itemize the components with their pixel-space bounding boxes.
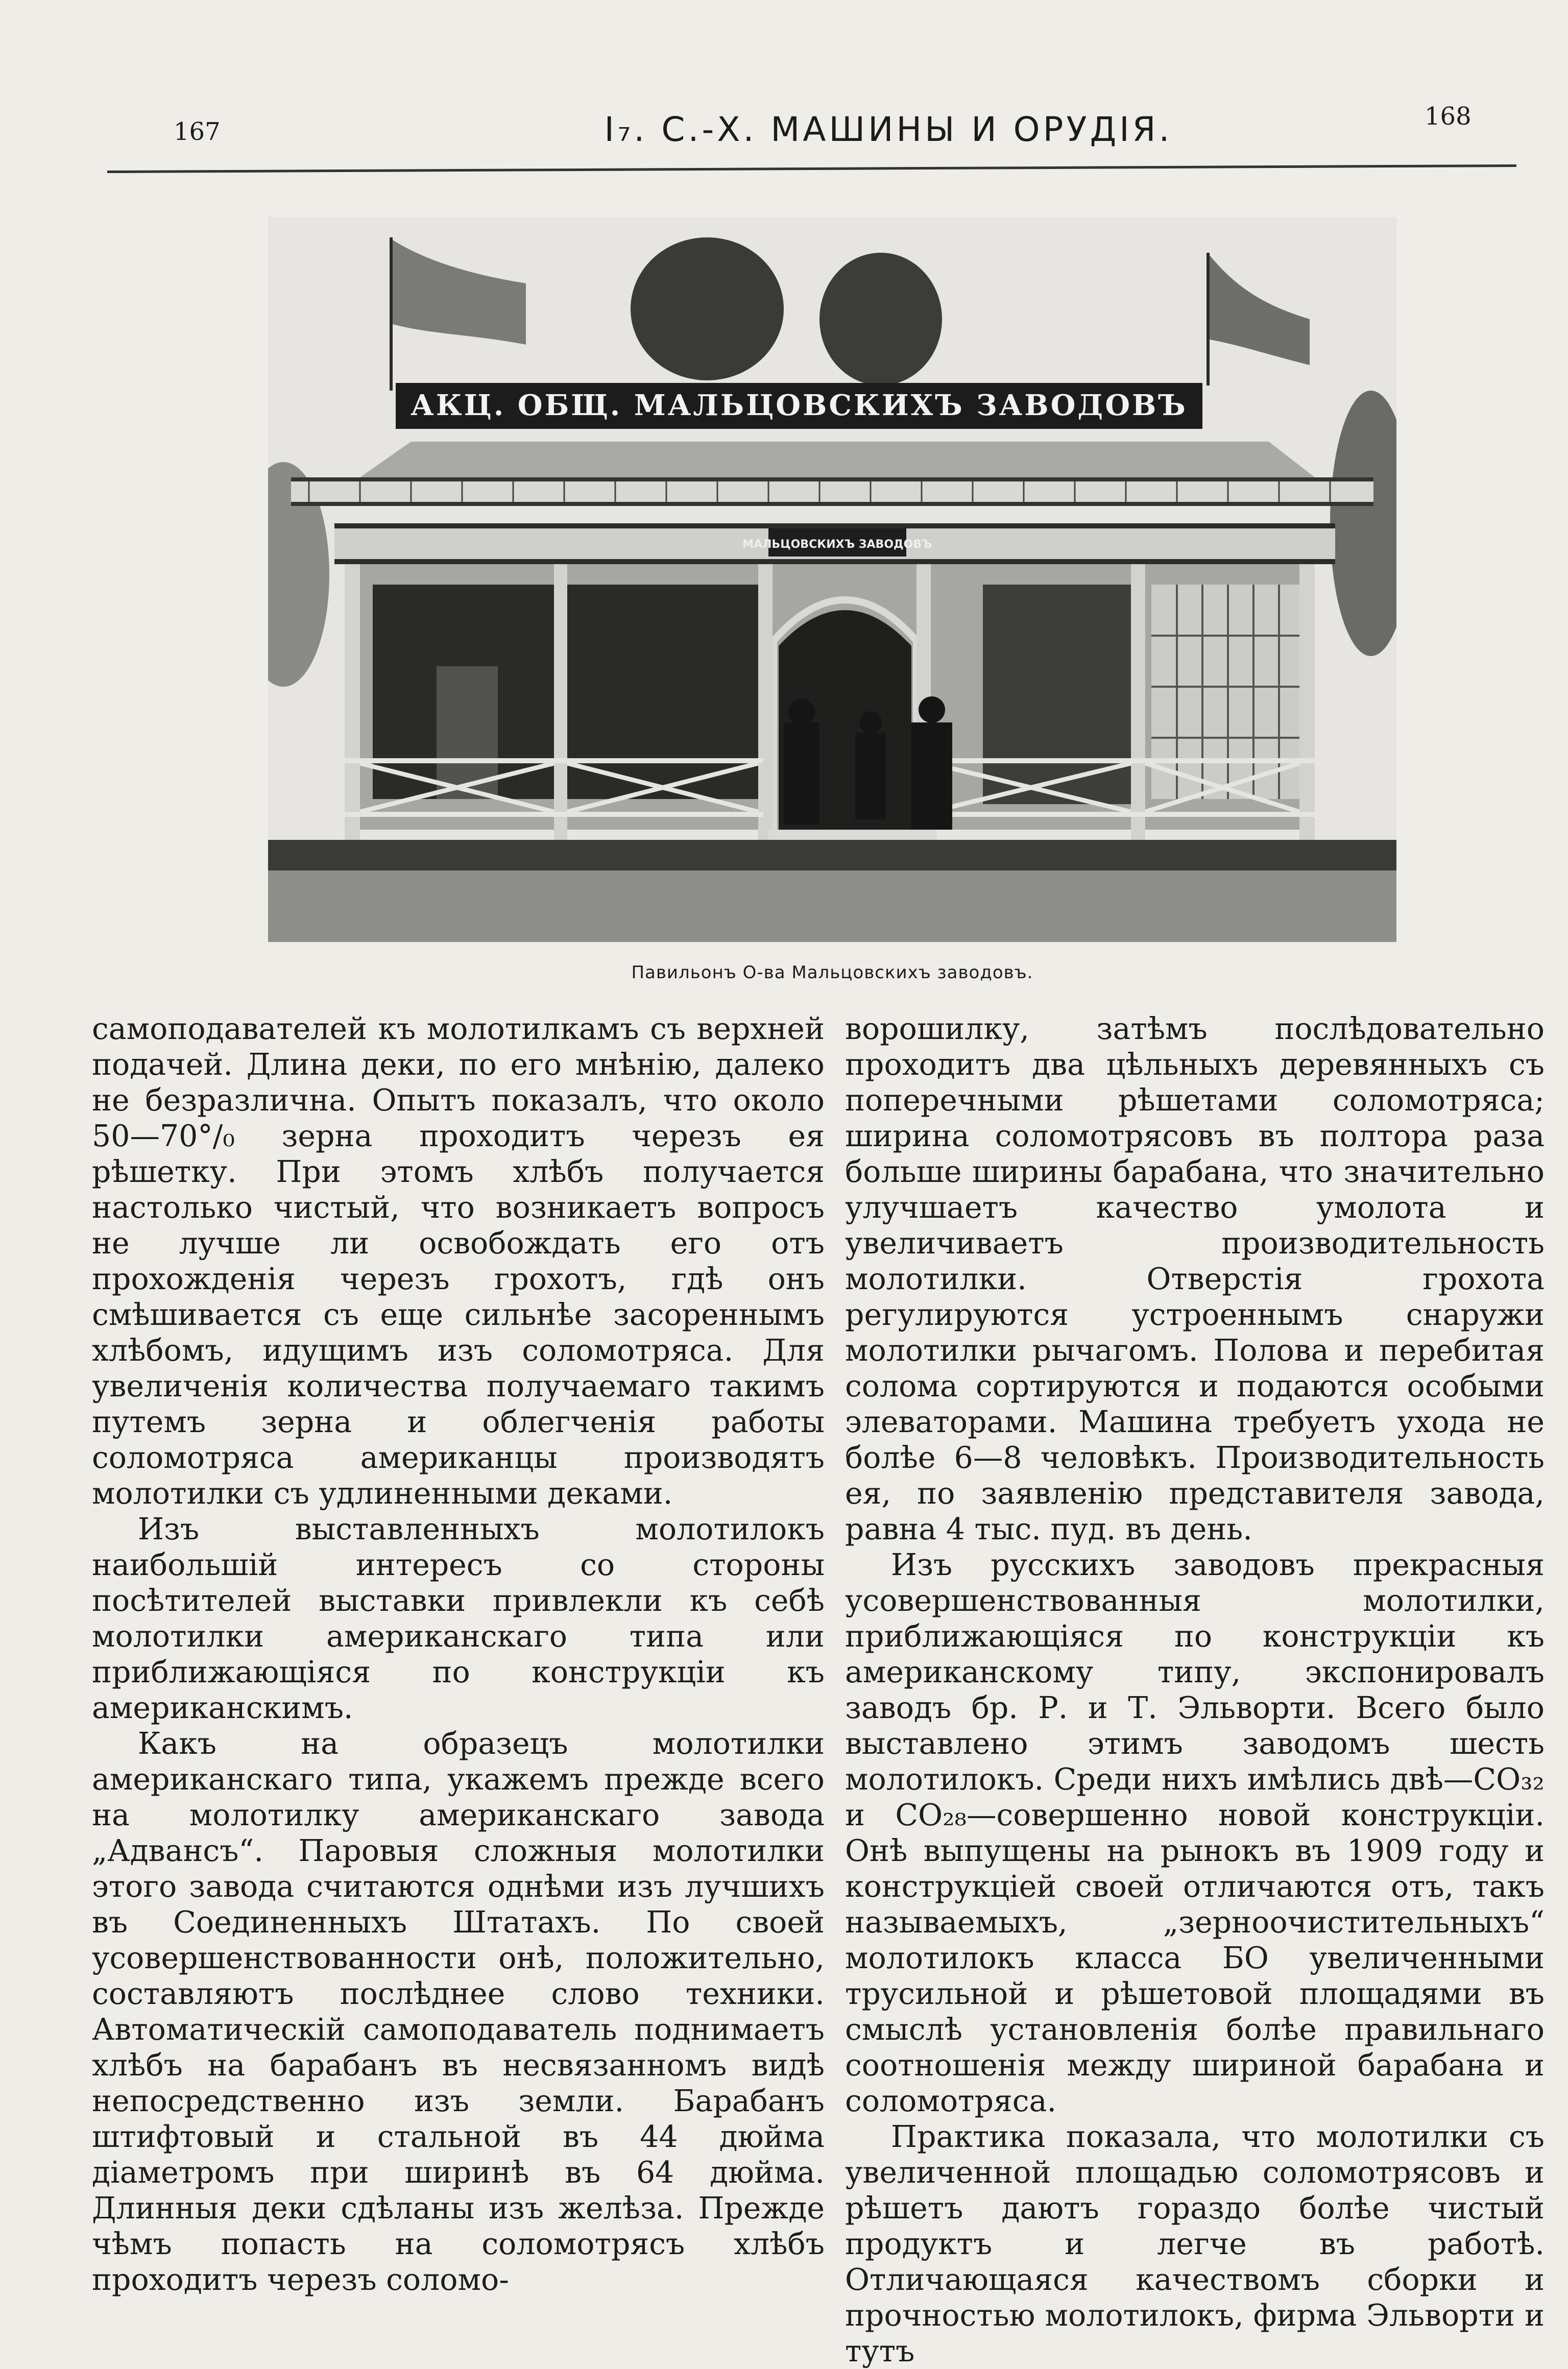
page-header (107, 97, 1516, 158)
page-number-left: 167 (174, 117, 221, 146)
photo-caption: Павильонъ О-ва Мальцовскихъ заводовъ. (631, 962, 1033, 983)
paragraph: Изъ выставленныхъ молотилокъ наибольшій интересъ со стороны посѣтителей выставки привлекли къ себѣ молотилки американскаго типа или приближающіяся по конструкціи къ американскимъ. (92, 1512, 825, 1725)
page-number-right: 168 (1425, 102, 1471, 131)
paragraph: Изъ русскихъ заводовъ прекрасныя усовершенствованныя молотилки, приближающіяся по конструкціи къ американскому типу, экспонировалъ заводъ бр. Р. и Т. Эльворти. Всего было выставлено этимъ заводомъ шесть молотилокъ. Среди нихъ имѣлись двѣ—CO₃₂ и CO₂₈—совершенно новой конструкціи. Онѣ выпущены на рынокъ въ 1909 году и конструкціей своей отличаются отъ, такъ называемыхъ, „зерноочистительныхъ“ молотилокъ класса БО увеличенными трусильной и рѣшетовой площадями въ смыслѣ установленія болѣе правильнаго соотношенія между шириной барабана и соломотряса. (845, 1548, 1545, 2118)
paragraph: Какъ на образецъ молотилки американскаго типа, укажемъ прежде всего на молотилку американскаго завода „Адвансъ“. Паровыя сложныя молотилки этого завода считаются однѣми изъ лучшихъ въ Соединенныхъ Штатахъ. По своей усовершенствованности онѣ, положительно, составляютъ послѣднее слово техники. Автоматическій самоподаватель поднимаетъ хлѣбъ на барабанъ въ несвязанномъ видѣ непосредственно изъ земли. Барабанъ штифтовый и стальной въ 44 дюйма діаметромъ при ширинѣ въ 64 дюйма. Длинныя деки сдѣланы изъ желѣза. Прежде чѣмъ попасть на соломотрясъ хлѣбъ проходитъ черезъ соломо- (92, 1726, 825, 2297)
right-column (845, 1011, 1545, 2369)
pavilion-photo (268, 217, 1396, 942)
left-column (92, 1011, 825, 2298)
header-rule (107, 164, 1516, 173)
paragraph: самоподавателей къ молотилкамъ съ верхней подачей. Длина деки, по его мнѣнію, далеко не безразлична. Опытъ показалъ, что около 50—70°/₀ зерна проходитъ черезъ ея рѣшетку. При этомъ хлѣбъ получается настолько чистый, что возникаетъ вопросъ не лучше ли освобождать его отъ прохожденія черезъ грохотъ, гдѣ онъ смѣшивается съ еще сильнѣе засореннымъ хлѣбомъ, идущимъ изъ соломотряса. Для увеличенія количества получаемаго такимъ путемъ зерна и облегченія работы соломотряса американцы производятъ молотилки съ удлиненными деками. (92, 1011, 825, 1511)
running-title: I₇. С.-Х. МАШИНЫ И ОРУДІЯ. (604, 110, 1173, 149)
pavilion-illustration (268, 217, 1396, 942)
paragraph: Практика показала, что молотилки съ увеличенной площадью соломотрясовъ и рѣшетъ даютъ гораздо болѣе чистый продуктъ и легче въ работѣ. Отличающаяся качествомъ сборки и прочностью молотилокъ, фирма Эльворти и тутъ (845, 2119, 1545, 2368)
paragraph: ворошилку, затѣмъ послѣдовательно проходитъ два цѣльныхъ деревянныхъ съ поперечными рѣшетами соломотряса; ширина соломотрясовъ въ полтора раза больше ширины барабана, что значительно улучшаетъ качество умолота и увеличиваетъ производительность молотилки. Отверстія грохота регулируются устроеннымъ снаружи молотилки рычагомъ. Полова и перебитая солома сортируются и подаются особыми элеваторами. Машина требуетъ ухода не болѣе 6—8 человѣкъ. Производительность ея, по заявленію представителя завода, равна 4 тыс. пуд. въ день. (845, 1011, 1545, 1546)
pavilion-sign: АКЦ. ОБЩ. МАЛЬЦОВСКИХЪ ЗАВОДОВЪ (411, 389, 1188, 422)
door-sign: МАЛЬЦОВСКИХЪ ЗАВОДОВЪ (742, 538, 932, 551)
